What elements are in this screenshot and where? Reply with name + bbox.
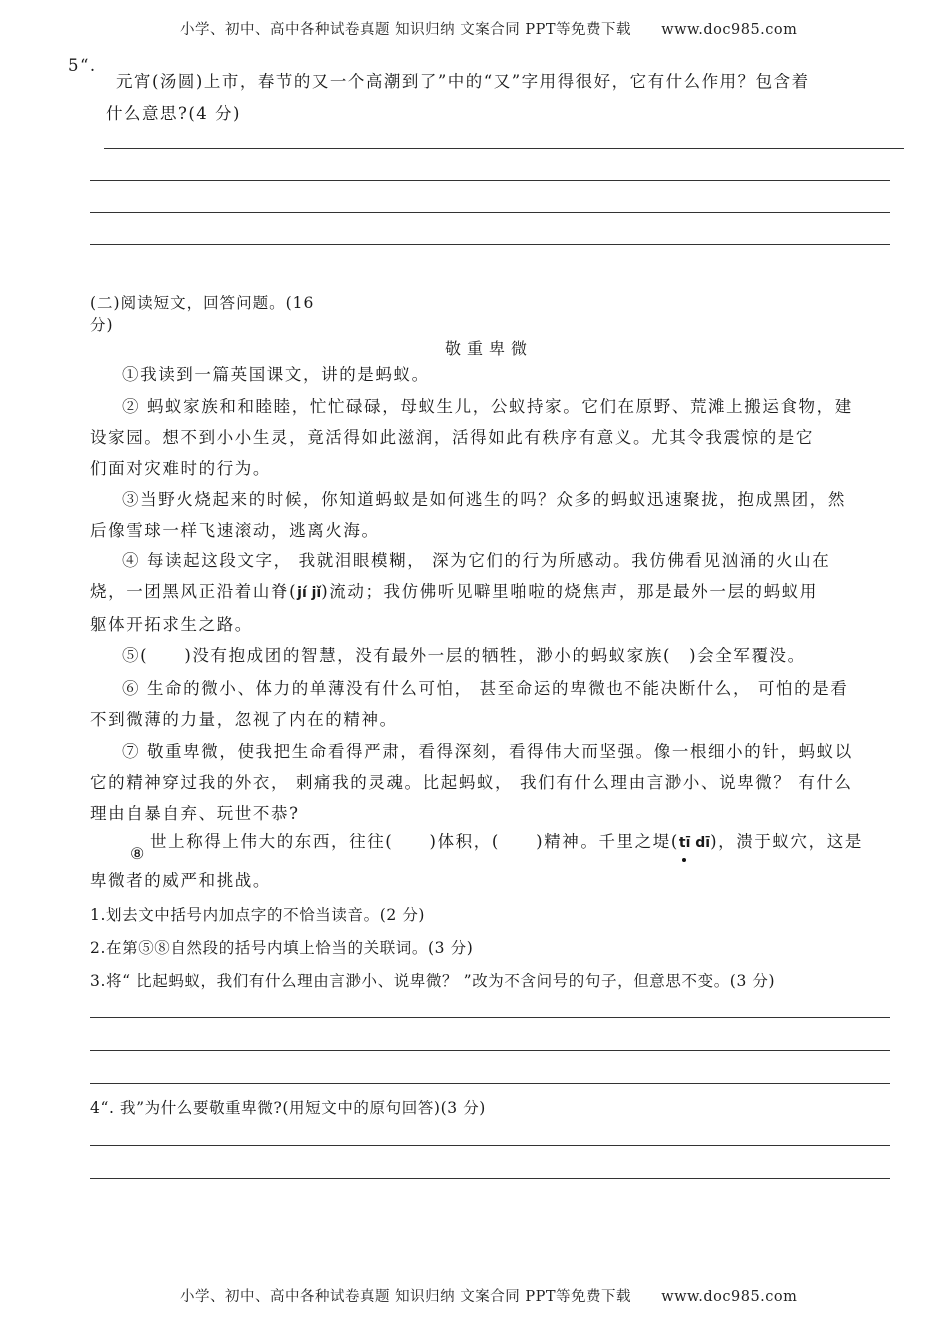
- article-paragraph-3: [90, 484, 896, 546]
- answer-line[interactable]: [90, 244, 890, 245]
- header-text: 小学、初中、高中各种试卷真题 知识归纳 文案合同 PPT等免费下载: [180, 22, 632, 38]
- pinyin-options[interactable]: jí jǐ: [297, 585, 322, 601]
- article-paragraph-8-line2: 卑微者的威严和挑战。: [90, 871, 271, 890]
- article-paragraph-7: [90, 736, 896, 829]
- paragraph-text: 躯体开拓求生之路。: [90, 615, 253, 634]
- article-paragraph-1: [90, 359, 896, 390]
- question-1: 1.划去文中括号内加点字的不恰当读音。(2 分): [90, 906, 426, 924]
- paragraph-text: ② 蚂蚁家族和和睦睦，忙忙碌碌，母蚁生儿，公蚁持家。它们在原野、荒滩上搬运食物，建: [122, 397, 853, 416]
- paragraph-text: ④ 每读起这段文字， 我就泪眼模糊， 深为它们的行为所感动。我仿佛看见汹涌的火山在: [122, 551, 831, 570]
- paragraph-text: ③当野火烧起来的时候，你知道蚂蚁是如何逃生的吗？众多的蚂蚁迅速聚拢，抱成黑团，然: [122, 490, 846, 509]
- paragraph-text: ⑦ 敬重卑微，使我把生命看得严肃，看得深刻，看得伟大而坚强。像一根细小的针，蚂蚁以: [122, 742, 853, 761]
- paragraph-text: ①我读到一篇英国课文，讲的是蚂蚁。: [122, 365, 430, 384]
- question-3: 3.将“ 比起蚂蚁，我们有什么理由言渺小、说卑微？ ”改为不含问号的句子，但意思不变。(3 分): [90, 972, 776, 990]
- paragraph-text: 不到微薄的力量，忽视了内在的精神。: [90, 710, 398, 729]
- answer-line[interactable]: [90, 180, 890, 181]
- paragraph-8-number: ⑧: [130, 844, 145, 863]
- q5-text-line2: 什么意思?(4 分): [106, 104, 241, 123]
- q5-number: 5“.: [68, 56, 97, 75]
- article-paragraph-2: [90, 391, 896, 484]
- page-footer: [180, 1285, 797, 1306]
- footer-url: www.doc985.com: [661, 1289, 798, 1305]
- section2-title-line2: 分): [90, 316, 114, 334]
- answer-line[interactable]: [90, 1083, 890, 1084]
- answer-line[interactable]: [104, 148, 904, 149]
- paragraph-text: 世上称得上伟大的东西，往往( )体积，( )精神。千里之堤(: [150, 832, 679, 851]
- emphasis-dot: [682, 858, 686, 862]
- section2-title-line1: (二)阅读短文，回答问题。(16: [90, 294, 315, 312]
- answer-line[interactable]: [90, 1145, 890, 1146]
- answer-line[interactable]: [90, 1050, 890, 1051]
- question-2: 2.在第⑤⑧自然段的括号内填上恰当的关联词。(3 分): [90, 939, 474, 957]
- article-paragraph-8-line1: [150, 826, 910, 859]
- page-header: [180, 18, 797, 39]
- article-title: 敬重卑微: [445, 339, 534, 358]
- paragraph-text: ⑥ 生命的微小、体力的单薄没有什么可怕， 甚至命运的卑微也不能决断什么， 可怕的是看: [122, 679, 849, 698]
- paragraph-text: ⑤( )没有抱成团的智慧，没有最外一层的牺牲，渺小的蚂蚁家族( )会全军覆没。: [122, 646, 806, 665]
- paragraph-text: )，溃于蚁穴，这是: [710, 832, 863, 851]
- paragraph-text: 烧，一团黑风正沿着山脊(: [90, 582, 298, 601]
- q5-text-line1: 元宵(汤圆)上市，春节的又一个高潮到了”中的“又”字用得很好，它有什么作用？包含着: [116, 72, 810, 91]
- answer-line[interactable]: [90, 1178, 890, 1179]
- question-4: 4“. 我”为什么要敬重卑微?(用短文中的原句回答)(3 分): [90, 1099, 486, 1117]
- paragraph-text: 理由自暴自弃、玩世不恭?: [90, 804, 300, 823]
- pinyin-options[interactable]: tī dī: [678, 835, 711, 851]
- article-paragraph-4: [90, 545, 896, 640]
- paragraph-text: 设家园。想不到小小生灵，竟活得如此滋润，活得如此有秩序有意义。尤其令我震惊的是它: [90, 428, 814, 447]
- footer-text: 小学、初中、高中各种试卷真题 知识归纳 文案合同 PPT等免费下载: [180, 1289, 632, 1305]
- answer-line[interactable]: [90, 212, 890, 213]
- article-paragraph-6: [90, 673, 896, 735]
- section2-title: [90, 292, 314, 336]
- paragraph-text: )流动；我仿佛听见噼里啪啦的烧焦声，那是最外一层的蚂蚁用: [321, 582, 818, 601]
- paragraph-text: 们面对灾难时的行为。: [90, 459, 271, 478]
- answer-line[interactable]: [90, 1017, 890, 1018]
- paragraph-text: 后像雪球一样飞速滚动，逃离火海。: [90, 521, 380, 540]
- article-paragraph-5: [90, 640, 896, 671]
- header-url: www.doc985.com: [661, 22, 798, 38]
- paragraph-text: 它的精神穿过我的外衣， 刺痛我的灵魂。比起蚂蚁， 我们有什么理由言渺小、说卑微？ 有什么: [90, 773, 853, 792]
